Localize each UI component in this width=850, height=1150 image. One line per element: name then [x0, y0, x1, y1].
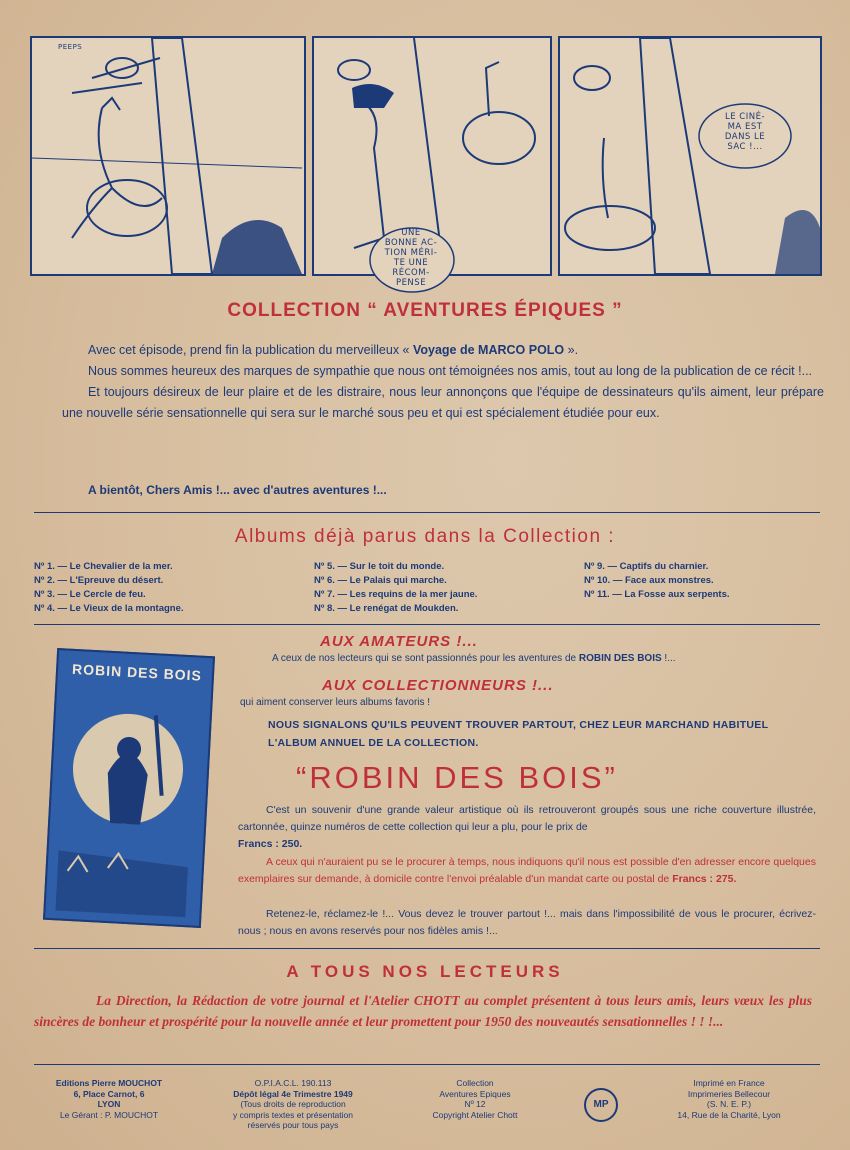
comic-strip — [30, 36, 822, 288]
cover-title: ROBIN DES BOIS — [71, 660, 203, 684]
footer-line: Le Gérant : P. MOUCHOT — [59, 1109, 159, 1120]
intro-paragraph-1 — [62, 340, 824, 361]
bubble-line: BONNE AC- — [384, 238, 438, 248]
panel-1-drawing — [32, 38, 304, 274]
footer-line: Dépôt légal 4e Trimestre 1949 — [233, 1088, 353, 1099]
robin-para1-text: C'est un souvenir d'une grande valeur artistique où ils retrouveront groupés sous une riche couverture illustrée, cartonnée, quinze numéros de cette collection qui leur a plu, pour le prix de — [238, 804, 816, 833]
footer-line: Collection — [456, 1078, 494, 1088]
comic-panel-3 — [558, 36, 822, 276]
album-item: Nº 2. — L'Epreuve du désert. — [34, 575, 164, 586]
footer-line: (S. N. E. P.) — [706, 1099, 752, 1109]
robin-des-bois-album-cover — [43, 648, 215, 928]
footer-line: LYON — [97, 1099, 121, 1109]
footer-line: Imprimeries Bellecour — [687, 1088, 771, 1099]
lecteurs-message — [34, 990, 812, 1032]
collectionneurs-text: qui aiment conserver leurs albums favoris ! — [240, 697, 431, 708]
footer-line: Copyright Atelier Chott — [432, 1109, 518, 1120]
album-item: Nº 1. — Le Chevalier de la mer. — [34, 561, 173, 572]
bubble-line: LE CINÉ- — [724, 112, 766, 122]
footer-line: Nº 12 — [464, 1099, 486, 1109]
footer-line: 14, Rue de la Charité, Lyon — [677, 1109, 781, 1120]
footer-line: Editions Pierre MOUCHOT — [55, 1078, 163, 1088]
albums-column-3 — [584, 560, 730, 602]
robin-paragraph-1 — [238, 802, 816, 853]
bubble-line: RÉCOM- — [392, 268, 430, 278]
album-item: Nº 11. — La Fosse aux serpents. — [584, 589, 730, 600]
lecteurs-title: A TOUS NOS LECTEURS — [286, 962, 564, 981]
signal-text — [268, 716, 768, 752]
lecteurs-message-text: La Direction, la Rédaction de votre journal et l'Atelier CHOTT au complet présentent à tous leurs amis, leurs vœux les plus sincères de bonheur et prospérité pour la nouvelle année et leur promettent pour 1950 des nouveautés sensationnelles ! ! !... — [34, 993, 812, 1029]
panel-3-drawing — [560, 38, 820, 274]
bubble-line: SAC !... — [727, 142, 763, 152]
bubble-line: DANS LE — [724, 132, 766, 142]
robin-paragraph-3 — [238, 906, 816, 940]
divider — [34, 512, 820, 513]
cover-illustration — [46, 650, 209, 917]
robin-para3-text: Retenez-le, réclamez-le !... Vous devez le trouver partout !... mais dans l'impossibilité de vous le procurer, écrivez-nous ; nous en avons reservés pour nos fidèles amis !... — [238, 908, 816, 937]
album-item: Nº 10. — Face aux monstres. — [584, 575, 714, 586]
comic-panel-1 — [30, 36, 306, 276]
footer-line: réservés pour tous pays — [247, 1120, 339, 1130]
intro-p1-text: Avec cet épisode, prend fin la publication du merveilleux « — [88, 343, 413, 357]
collection-intro — [62, 340, 824, 424]
footer-line: y compris textes et présentation — [232, 1109, 353, 1120]
divider — [34, 624, 820, 625]
bubble-line: UNE — [401, 228, 421, 238]
publisher-logo: MP — [584, 1088, 618, 1122]
collection-title: COLLECTION “ AVENTURES ÉPIQUES ” — [227, 300, 623, 321]
intro-p1-end: ». — [564, 343, 579, 357]
robin-name: ROBIN DES BOIS — [578, 653, 662, 664]
footer-line: Imprimé en France — [693, 1078, 765, 1088]
price-275: Francs : 275. — [672, 873, 737, 885]
footer-line: Aventures Epiques — [439, 1088, 511, 1099]
panel-3-speech-bubble — [712, 112, 778, 152]
footer-collection — [410, 1078, 540, 1120]
amateurs-text-body: A ceux de nos lecteurs qui se sont passionnés pour les aventures de — [272, 653, 579, 664]
robin-paragraph-2 — [238, 854, 816, 888]
panel-2-speech-bubble — [376, 228, 446, 288]
album-item: Nº 5. — Sur le toit du monde. — [314, 561, 445, 572]
signal-line-2: L'ALBUM ANNUEL DE LA COLLECTION. — [268, 737, 479, 749]
albums-column-2 — [314, 560, 477, 616]
bientot-line: A bientôt, Chers Amis !... avec d'autres aventures !... — [88, 483, 387, 497]
collectionneurs-title: AUX COLLECTIONNEURS !... — [322, 677, 554, 694]
artist-signature: PEEPS — [58, 43, 83, 51]
album-item: Nº 8. — Le renégat de Moukden. — [314, 603, 459, 614]
bubble-line: PENSE — [395, 278, 427, 288]
footer-line: (Tous droits de reproduction — [240, 1099, 346, 1109]
album-item: Nº 6. — Le Palais qui marche. — [314, 575, 447, 586]
album-item: Nº 9. — Captifs du charnier. — [584, 561, 709, 572]
albums-title: Albums déjà parus dans la Collection : — [234, 526, 616, 547]
amateurs-title: AUX AMATEURS !... — [320, 633, 478, 650]
marco-polo-title: Voyage de MARCO POLO — [412, 343, 565, 357]
divider — [34, 1064, 820, 1065]
amateurs-text — [272, 653, 676, 664]
footer-legal — [218, 1078, 368, 1131]
footer-line: 6, Place Carnot, 6 — [73, 1088, 145, 1099]
album-item: Nº 4. — Le Vieux de la montagne. — [34, 603, 184, 614]
comic-panel-2 — [312, 36, 552, 288]
bubble-line: MA EST — [727, 122, 763, 132]
footer-printer — [654, 1078, 804, 1120]
robin-des-bois-title: “ROBIN DES BOIS” — [296, 760, 618, 795]
price-250: Francs : 250. — [238, 838, 303, 850]
amateurs-text-end: !... — [661, 653, 676, 664]
signal-line-1: NOUS SIGNALONS QU'ILS PEUVENT TROUVER PARTOUT, CHEZ LEUR MARCHAND HABITUEL — [268, 719, 769, 731]
bubble-line: TION MÉRI- — [384, 248, 438, 258]
footer-line: O.P.I.A.C.L. 190.113 — [254, 1078, 332, 1088]
album-item: Nº 3. — Le Cercle de feu. — [34, 589, 146, 600]
robin-para2-text: A ceux qui n'auraient pu se le procurer à temps, nous indiquons qu'il nous est possible d'en adresser encore quelques exemplaires sur demande, à domicile contre l'envoi préalable d'un mandat carte ou postal de — [238, 856, 816, 885]
album-item: Nº 7. — Les requins de la mer jaune. — [314, 589, 478, 600]
bubble-line: TE UNE — [393, 258, 429, 268]
albums-column-1 — [34, 560, 184, 616]
intro-paragraph-3: Et toujours désireux de leur plaire et de les distraire, nous leur annonçons que l'équipe de dessinateurs qu'ils aiment, leur prépare une nouvelle série sensationnelle qui sera sur le marché sous peu et qui est spécialement étudiée pour eux. — [62, 385, 824, 420]
divider — [34, 948, 820, 949]
footer-publisher — [34, 1078, 184, 1120]
intro-paragraph-2: Nous sommes heureux des marques de sympathie que nous ont témoignées nos amis, tout au long de la publication de ce récit !... — [88, 364, 813, 378]
